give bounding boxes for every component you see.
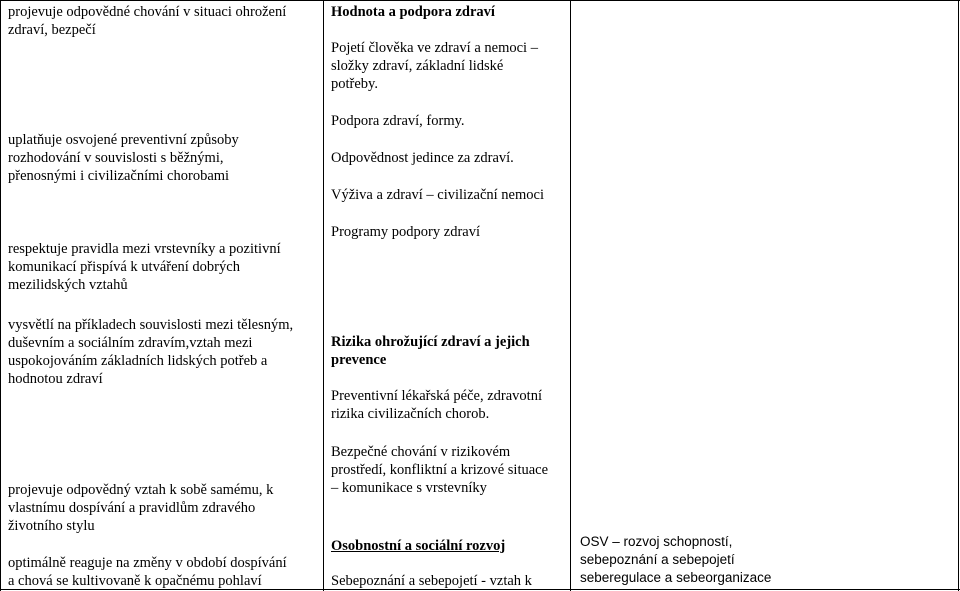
section-heading: Rizika ohrožující zdraví a jejich prevence: [331, 334, 530, 368]
content-text: Pojetí člověka ve zdraví a nemoci – složky zdraví, základní lidské potřeby.: [331, 40, 538, 92]
content-text: Bezpečné chování v rizikovém prostředí, konfliktní a krizové situace – komunikace s vrstevníky: [331, 444, 549, 496]
section-heading: Osobnostní a sociální rozvoj: [331, 538, 506, 554]
outcome-text: uplatňuje osvojené preventivní způsoby rozhodování v souvislosti s běžnými, přenosnými i civilizačními chorobami: [8, 132, 239, 184]
content-text: Výživa a zdraví – civilizační nemoci: [331, 187, 544, 203]
column-divider-1: [323, 0, 324, 591]
table-border-left: [0, 0, 1, 591]
content-text: Sebepoznání a sebepojetí - vztah k: [331, 573, 532, 589]
content-text: Preventivní lékařská péče, zdravotní rizika civilizačních chorob.: [331, 388, 542, 422]
table-border-right: [958, 0, 959, 591]
outcome-text: projevuje odpovědný vztah k sobě samému, k vlastnímu dospívání a pravidlům zdravého životního stylu: [8, 482, 274, 534]
content-text: Podpora zdraví, formy.: [331, 113, 465, 129]
column-divider-2: [570, 0, 571, 591]
cross-curricular-theme: OSV – rozvoj schopností, sebepoznání a sebepojetí seberegulace a sebeorganizace: [580, 534, 772, 585]
content-text: Odpovědnost jedince za zdraví.: [331, 150, 514, 166]
outcome-text: respektuje pravidla mezi vrstevníky a pozitivní komunikací přispívá k utváření dobrých mezilidských vztahů: [8, 241, 281, 293]
outcome-text: optimálně reaguje na změny v období dospívání a chová se kultivovaně k opačnému pohlaví: [8, 555, 287, 589]
outcome-text: projevuje odpovědné chování v situaci ohrožení zdraví, bezpečí: [8, 4, 287, 38]
outcome-text: vysvětlí na příkladech souvislosti mezi tělesným, duševním a sociálním zdravím,vztah mezi uspokojováním základních lidských potřeb a hodnotou zdraví: [8, 317, 294, 387]
section-heading: Hodnota a podpora zdraví: [331, 4, 495, 20]
table-border-top: [0, 0, 960, 1]
content-text: Programy podpory zdraví: [331, 224, 480, 240]
